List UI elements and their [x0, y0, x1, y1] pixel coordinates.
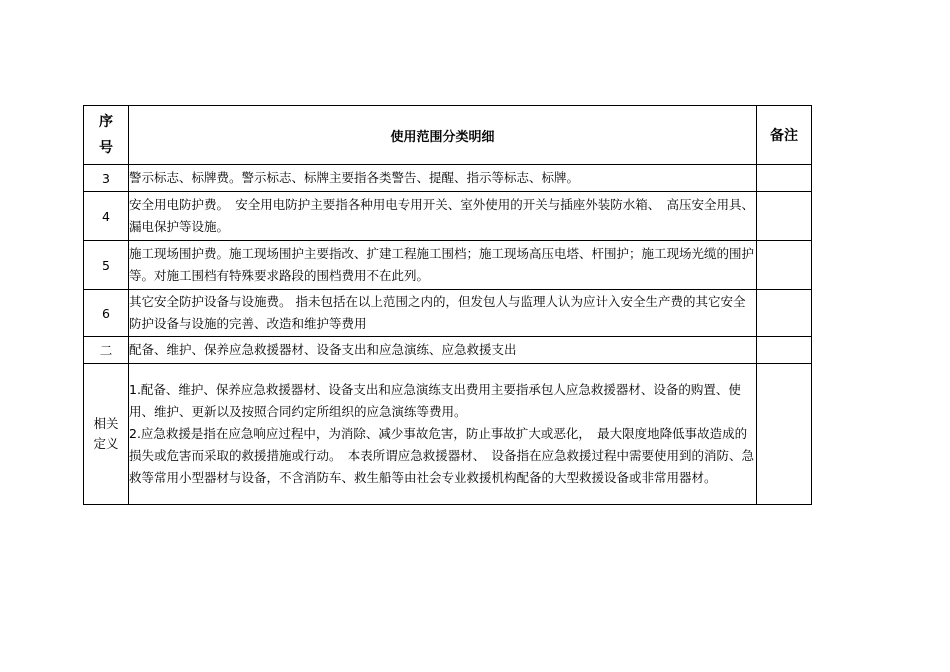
header-note: 备注: [757, 106, 812, 165]
table-row: [84, 165, 812, 192]
row-detail: 其它安全防护设备与设施费。 指未包括在以上范围之内的，但发包人与监理人认为应计入安全生产费的其它安全防护设备与设施的完善、改造和维护等费用: [129, 290, 757, 337]
definitions-label-line1: 相关: [93, 416, 119, 431]
row-detail: 施工现场围护费。施工现场围护主要指改、扩建工程施工围档；施工现场高压电塔、杆围护；施工现场光缆的围护等。对施工围档有特殊要求路段的围档费用不在此列。: [129, 241, 757, 290]
table-header-row: [84, 106, 812, 165]
definitions-detail: [129, 364, 757, 505]
table-row: [84, 337, 812, 364]
row-detail: 配备、维护、保养应急救援器材、设备支出和应急演练、应急救援支出: [129, 337, 757, 364]
definition-paragraph-1: 1.配备、维护、保养应急救援器材、设备支出和应急演练支出费用主要指承包人应急救援器材、设备的购置、使用、维护、更新以及按照合同约定所组织的应急演练等费用。: [129, 382, 741, 419]
definitions-label: [84, 364, 129, 505]
row-note: [757, 241, 812, 290]
definitions-note: [757, 364, 812, 505]
header-serial-line1: 序: [99, 114, 113, 130]
row-note: [757, 290, 812, 337]
row-note: [757, 192, 812, 241]
row-number: 6: [84, 290, 129, 337]
table-row: [84, 241, 812, 290]
usage-scope-table: [83, 105, 812, 505]
table-row: [84, 290, 812, 337]
row-note: [757, 337, 812, 364]
table-row: [84, 192, 812, 241]
row-detail: 安全用电防护费。 安全用电防护主要指各种用电专用开关、室外使用的开关与插座外装防水箱、 高压安全用具、漏电保护等设施。: [129, 192, 757, 241]
row-number: 二: [84, 337, 129, 364]
row-number: 5: [84, 241, 129, 290]
row-note: [757, 165, 812, 192]
definitions-row: [84, 364, 812, 505]
definitions-label-line2: 定义: [93, 436, 119, 451]
row-number: 4: [84, 192, 129, 241]
row-detail: 警示标志、标牌费。警示标志、标牌主要指各类警告、提醒、指示等标志、标牌。: [129, 165, 757, 192]
header-serial-line2: 号: [99, 140, 113, 156]
header-detail: 使用范围分类明细: [129, 106, 757, 165]
definition-paragraph-2: 2.应急救援是指在应急响应过程中，为消除、减少事故危害，防止事故扩大或恶化， 最大限度地降低事故造成的损失或危害而采取的救援措施或行动。 本表所谓应急救援器材、 设备指在应急救援过程中需要使用到的消防、急救等常用小型器材与设备，不含消防车、救生船等由社会专业救援机构配备的大型救援设备或非常用器材。: [129, 426, 755, 485]
row-number: 3: [84, 165, 129, 192]
header-serial-number: [84, 106, 129, 165]
